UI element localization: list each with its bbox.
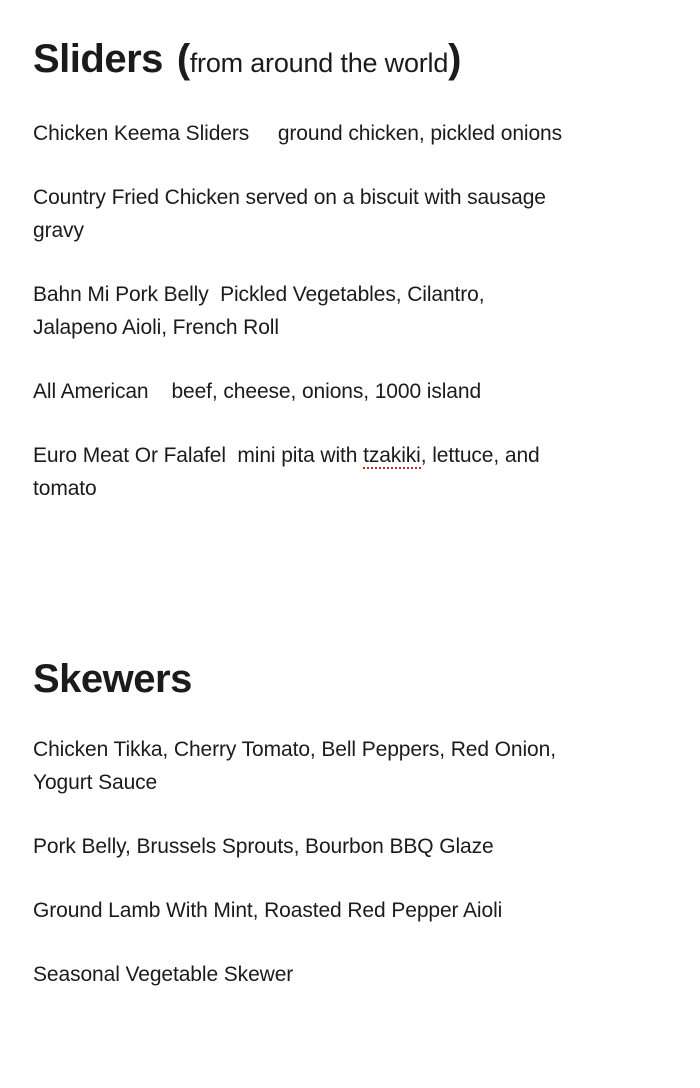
- section-subtitle: from around the world: [189, 48, 449, 78]
- menu-list-skewers: [33, 733, 686, 991]
- section-title-skewers: [33, 656, 686, 702]
- menu-item: [33, 894, 686, 927]
- misspelled-word: tzakiki: [363, 444, 421, 467]
- menu-item: [33, 117, 686, 150]
- menu-item: [33, 439, 686, 505]
- section-title-text: Sliders: [33, 37, 163, 81]
- menu-item-line: Bahn Mi Pork Belly Pickled Vegetables, Cilantro,: [33, 283, 485, 306]
- menu-item-line: Chicken Keema Sliders ground chicken, pickled onions: [33, 122, 563, 145]
- menu-item: [33, 278, 686, 344]
- menu-item: [33, 181, 686, 247]
- menu-item-line: Yogurt Sauce: [33, 771, 158, 794]
- menu-item: [33, 733, 686, 799]
- menu-list-sliders: [33, 117, 686, 505]
- section-title-sliders: [33, 0, 686, 86]
- menu-item-text: Euro Meat Or Falafel mini pita with: [33, 444, 364, 467]
- menu-item-line: Pork Belly, Brussels Sprouts, Bourbon BBQ Glaze: [33, 835, 494, 858]
- section-title-text: Skewers: [33, 657, 192, 701]
- menu-item-line: gravy: [33, 219, 84, 242]
- paren-open: (: [176, 37, 190, 81]
- menu-item: [33, 375, 686, 408]
- menu-item-line: Country Fried Chicken served on a biscuit with sausage: [33, 186, 546, 209]
- paren-close: ): [448, 37, 461, 81]
- menu-item: [33, 830, 686, 863]
- menu-item-line: [33, 439, 686, 472]
- menu-item-line: Chicken Tikka, Cherry Tomato, Bell Peppers, Red Onion,: [33, 738, 556, 761]
- menu-item-line: All American beef, cheese, onions, 1000 island: [33, 380, 482, 403]
- section-sliders: [33, 0, 686, 505]
- menu-item-line: Seasonal Vegetable Skewer: [33, 963, 294, 986]
- menu-item: [33, 958, 686, 991]
- menu-item-text: , lettuce, and: [420, 444, 540, 467]
- menu-item-line: tomato: [33, 477, 97, 500]
- menu-item-line: Ground Lamb With Mint, Roasted Red Pepper Aioli: [33, 899, 503, 922]
- menu-item-line: Jalapeno Aioli, French Roll: [33, 316, 279, 339]
- section-skewers: [33, 656, 686, 991]
